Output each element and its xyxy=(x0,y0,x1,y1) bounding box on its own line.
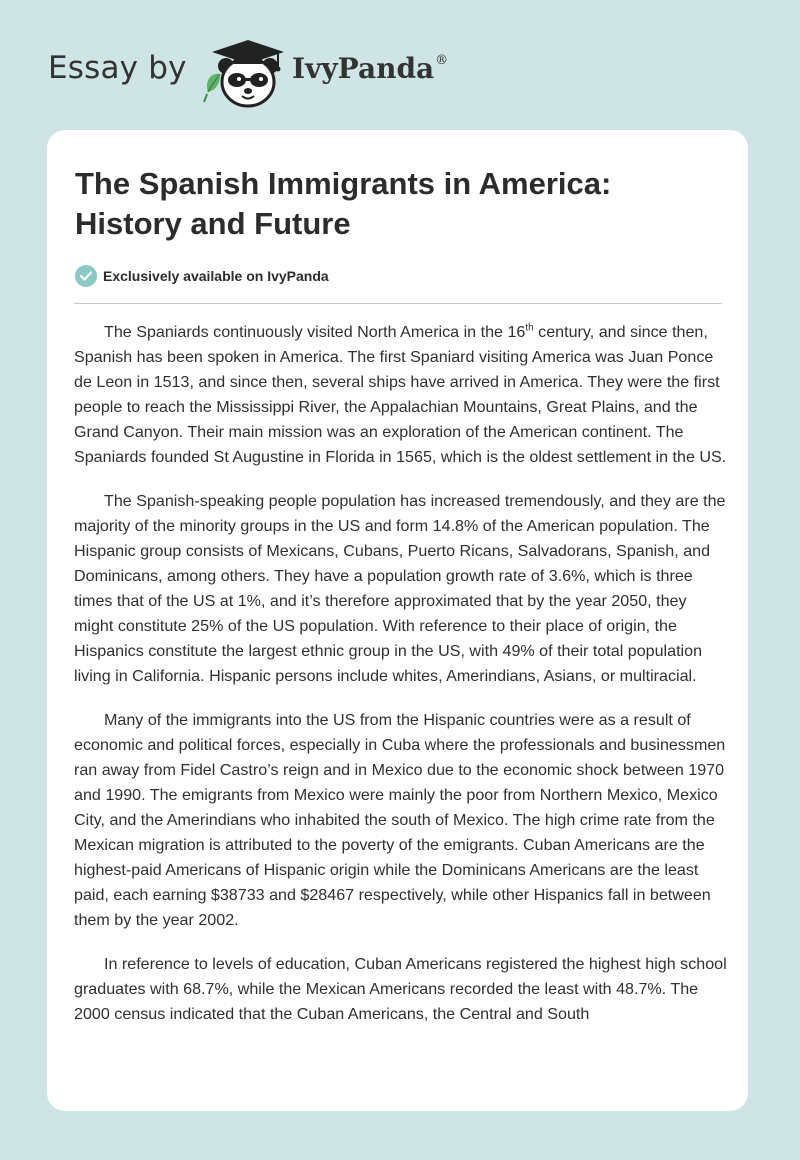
essay-card xyxy=(47,130,748,1111)
registered-mark: ® xyxy=(435,53,449,68)
paragraph: In reference to levels of education, Cuban Americans registered the highest high school graduates with 68.7%, while the Mexican Americans recorded the least with 48.7%. The 2000 census indicated that the Cuban Americans, the Central and South xyxy=(74,955,727,1023)
superscript: th xyxy=(525,322,534,334)
paragraph xyxy=(74,320,729,470)
brand-name-text: IvyPanda xyxy=(292,52,435,85)
badge-text: Exclusively available on IvyPanda xyxy=(103,268,329,284)
page-title: The Spanish Immigrants in America: History and Future xyxy=(75,166,612,241)
paragraph-text: The Spaniards continuously visited North America in the 16 xyxy=(104,323,526,341)
paragraph-text: century, and since then, Spanish has been spoken in America. The first Spaniard visiting America was Juan Ponce de Leon in 1513, and since then, several ships have arrived in America. They were the first people to reach the Mississippi River, the Appalachian Mountains, Great Plains, and the Grand Canyon. Their main mission was an exploration of the American continent. The Spaniards founded St Augustine in Florida in 1565, which is the oldest settlement in the US. xyxy=(74,323,727,466)
site-header xyxy=(0,0,800,128)
checkmark-icon xyxy=(75,265,97,287)
panda-graduate-icon[interactable] xyxy=(198,32,298,112)
brand-name[interactable] xyxy=(292,52,448,85)
paragraph: Many of the immigrants into the US from the Hispanic countries were as a result of economic and political forces, especially in Cuba where the professionals and businessmen ran away from Fidel Castro’s reign and in Mexico due to the economic shock between 1970 and 1990. The emigrants from Mexico were mainly the poor from Northern Mexico, Mexico City, and the Amerindians who inhabited the south of Mexico. The high crime rate from the Mexican migration is attributed to the poverty of the emigrants. Cuban Americans are the highest-paid Americans of Hispanic origin while the Dominicans Americans are the least paid, each earning $38733 and $28467 respectively, while other Hispanics fall in between them by the year 2002. xyxy=(74,711,726,929)
article-body xyxy=(74,320,729,1046)
paragraph: The Spanish-speaking people population has increased tremendously, and they are the majority of the minority groups in the US and form 14.8% of the American population. The Hispanic group consists of Mexicans, Cubans, Puerto Ricans, Salvadorans, Spanish, and Dominicans, among others. They have a population growth rate of 3.6%, which is three times that of the US at 1%, and it’s therefore approximated that by the year 2050, they might constitute 25% of the US population. With reference to their place of origin, the Hispanics constitute the largest ethnic group in the US, with 49% of their total population living in California. Hispanic persons include whites, Amerindians, Asians, or multiracial. xyxy=(74,492,726,685)
brand-prefix: Essay by xyxy=(48,50,187,86)
exclusive-badge xyxy=(75,264,329,288)
divider xyxy=(74,303,722,304)
